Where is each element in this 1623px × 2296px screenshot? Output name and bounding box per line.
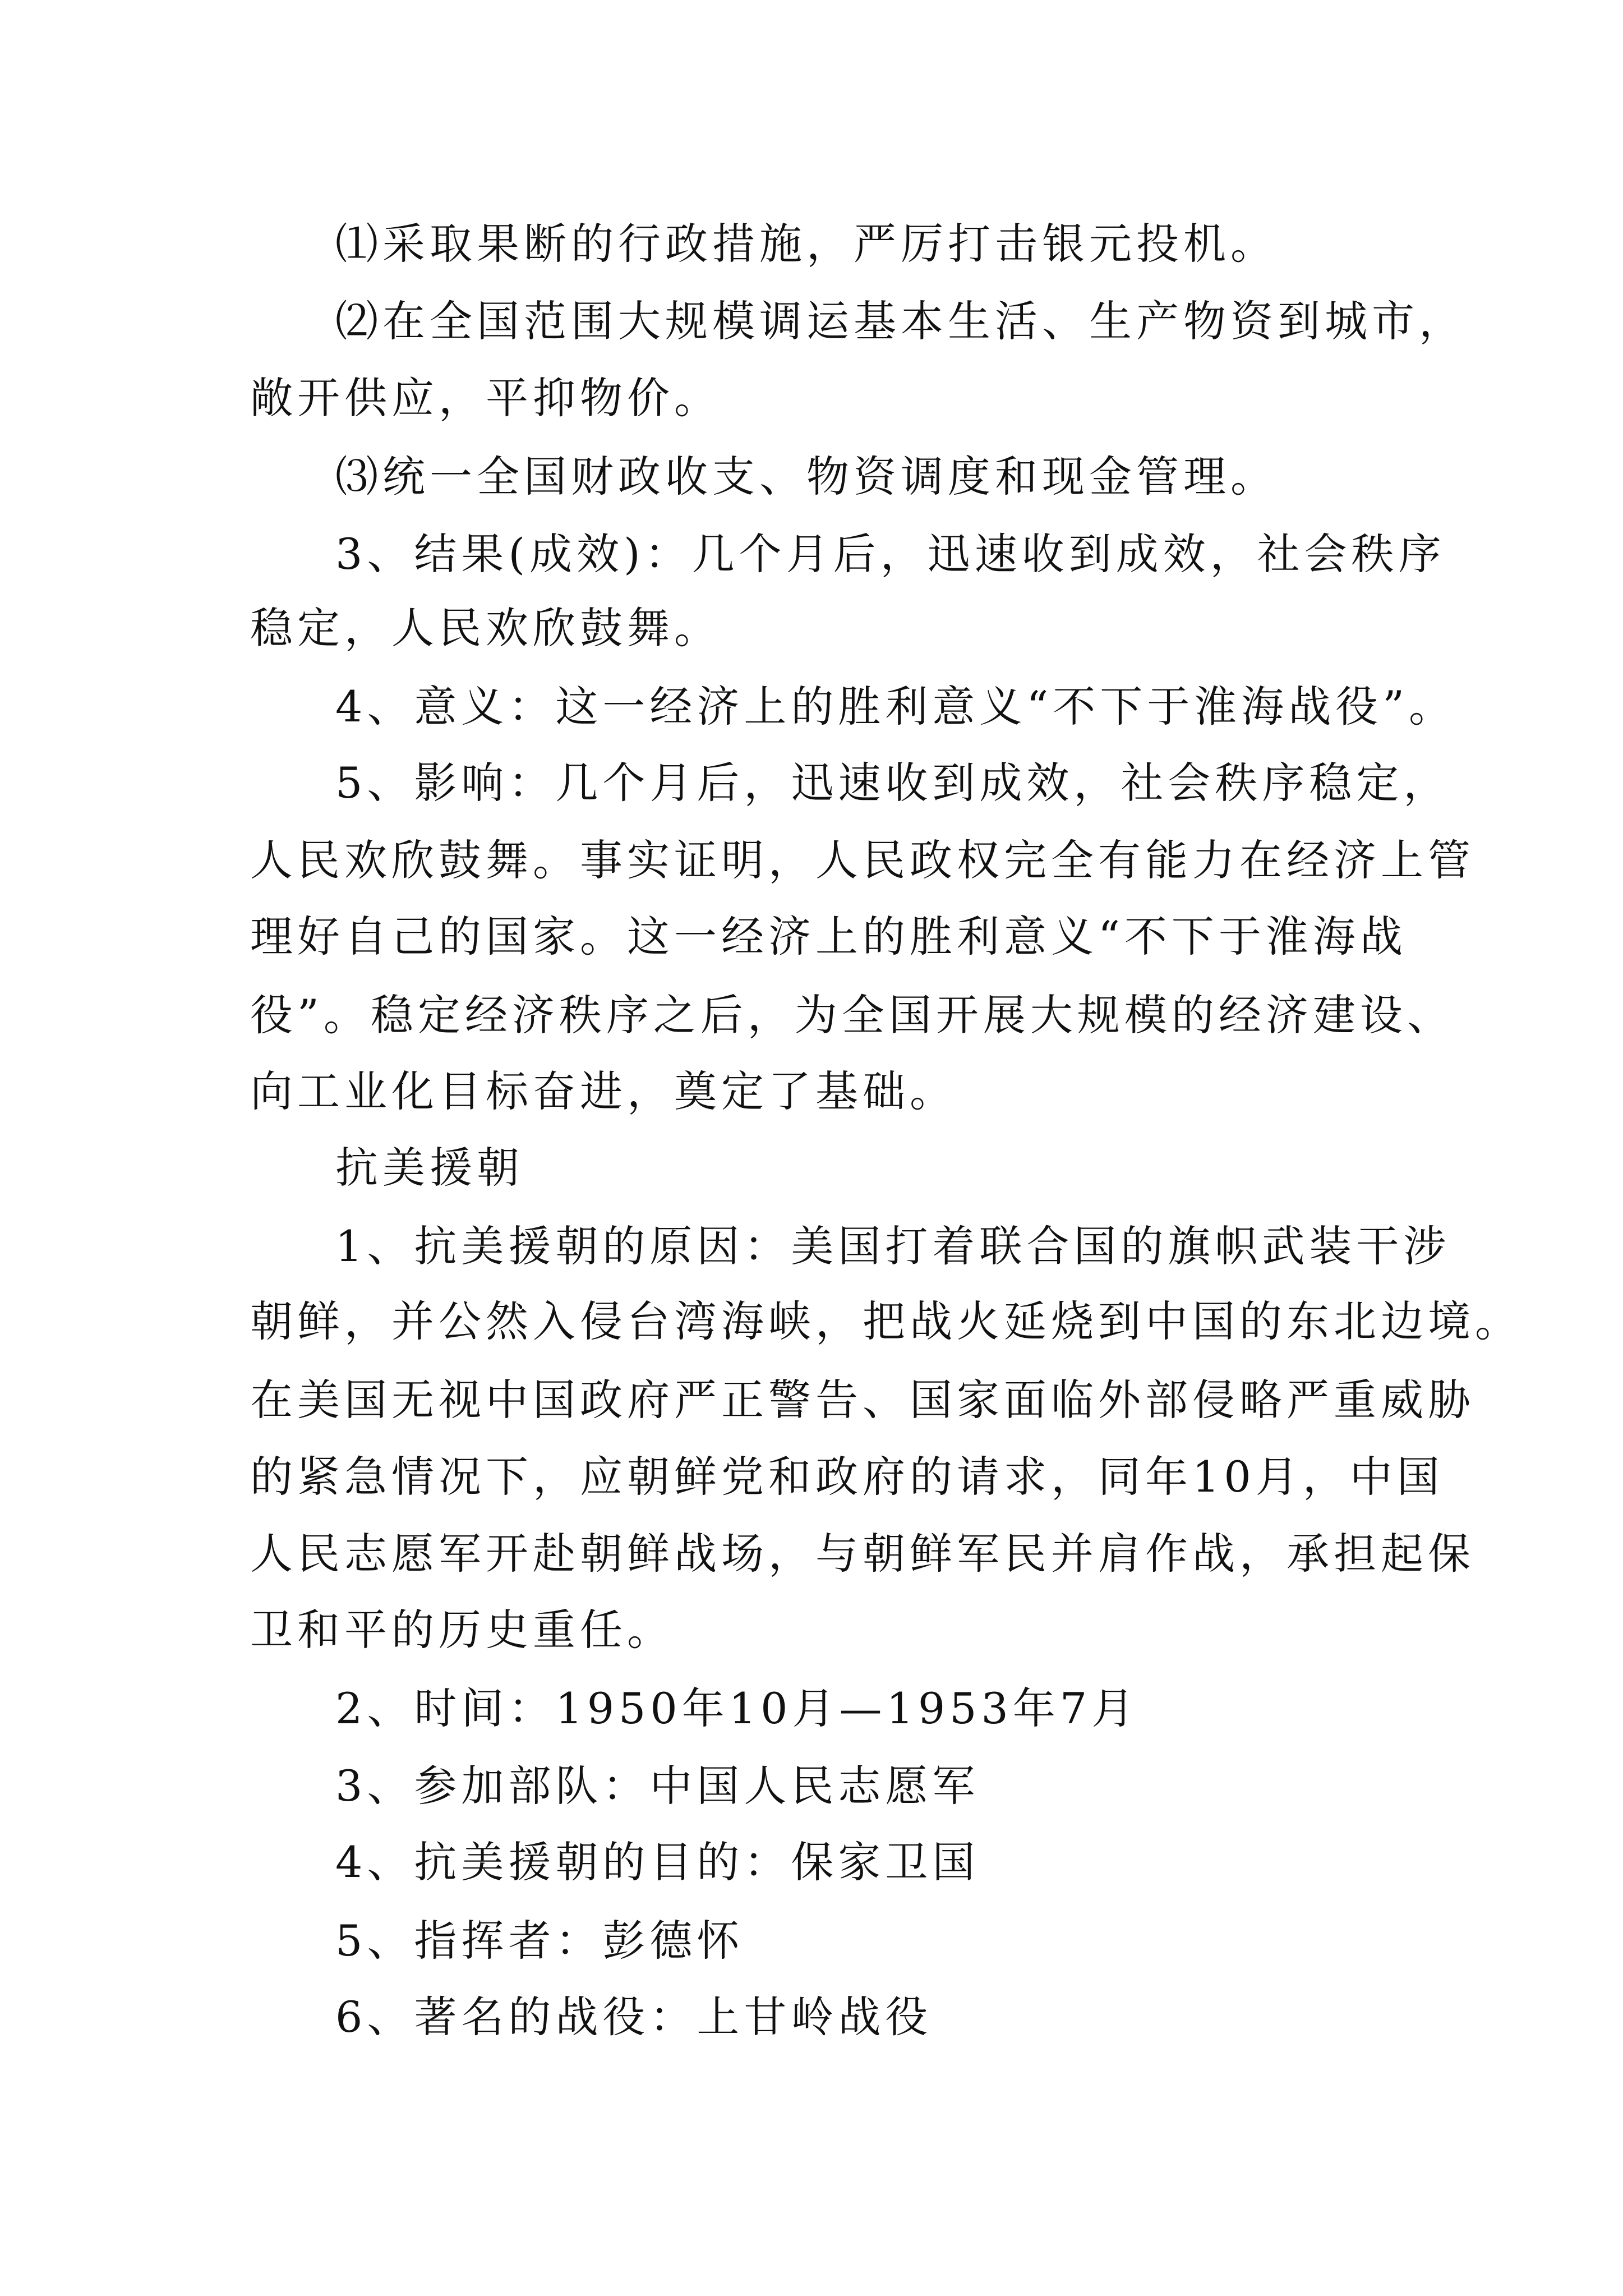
paragraph-line: 人民志愿军开赴朝鲜战场，与朝鲜军民并肩作战，承担起保: [250, 1529, 1475, 1579]
paragraph-line: 役”。稳定经济秩序之后，为全国开展大规模的经济建设、: [250, 990, 1454, 1040]
paragraph-line: 5、影响：几个月后，迅速收到成效，社会秩序稳定，: [335, 758, 1451, 808]
paragraph-line: 3、参加部队：中国人民志愿军: [335, 1761, 980, 1811]
paragraph-line: 向工业化目标奋进，奠定了基础。: [250, 1066, 957, 1116]
paragraph-line: ⑵在全国范围大规模调运基本生活、生产物资到城市，: [335, 296, 1466, 346]
paragraph-line: 稳定，人民欢欣鼓舞。: [250, 603, 721, 653]
paragraph-line: 4、抗美援朝的目的：保家卫国: [335, 1837, 980, 1887]
paragraph-line: 朝鲜，并公然入侵台湾海峡，把战火延烧到中国的东北边境。: [250, 1296, 1522, 1346]
paragraph-line: 5、指挥者：彭德怀: [335, 1916, 744, 1966]
paragraph-line: 6、著名的战役：上甘岭战役: [335, 1992, 933, 2042]
paragraph-line: 3、结果(成效)：几个月后，迅速收到成效，社会秩序: [335, 529, 1446, 579]
paragraph-line: 的紧急情况下，应朝鲜党和政府的请求，同年10月，中国: [250, 1452, 1444, 1502]
paragraph-line: 理好自己的国家。这一经济上的胜利意义“不下于淮海战: [250, 912, 1407, 961]
paragraph-line: 在美国无视中国政府严正警告、国家面临外部侵略严重威胁: [250, 1375, 1475, 1425]
paragraph-line: 1、抗美援朝的原因：美国打着联合国的旗帜武装干涉: [335, 1221, 1451, 1271]
paragraph-line: 人民欢欣鼓舞。事实证明，人民政权完全有能力在经济上管: [250, 835, 1475, 885]
paragraph-line: ⑶统一全国财政收支、物资调度和现金管理。: [335, 452, 1278, 501]
paragraph-line: 4、意义：这一经济上的胜利意义“不下于淮海战役”。: [335, 682, 1456, 731]
paragraph-line: 敞开供应，平抑物价。: [250, 373, 721, 423]
paragraph-line: 2、时间：1950年10月—1953年7月: [335, 1683, 1139, 1733]
section-heading: 抗美援朝: [335, 1143, 524, 1193]
paragraph-line: ⑴采取果断的行政措施，严厉打击银元投机。: [335, 219, 1278, 269]
paragraph-line: 卫和平的历史重任。: [250, 1605, 674, 1655]
